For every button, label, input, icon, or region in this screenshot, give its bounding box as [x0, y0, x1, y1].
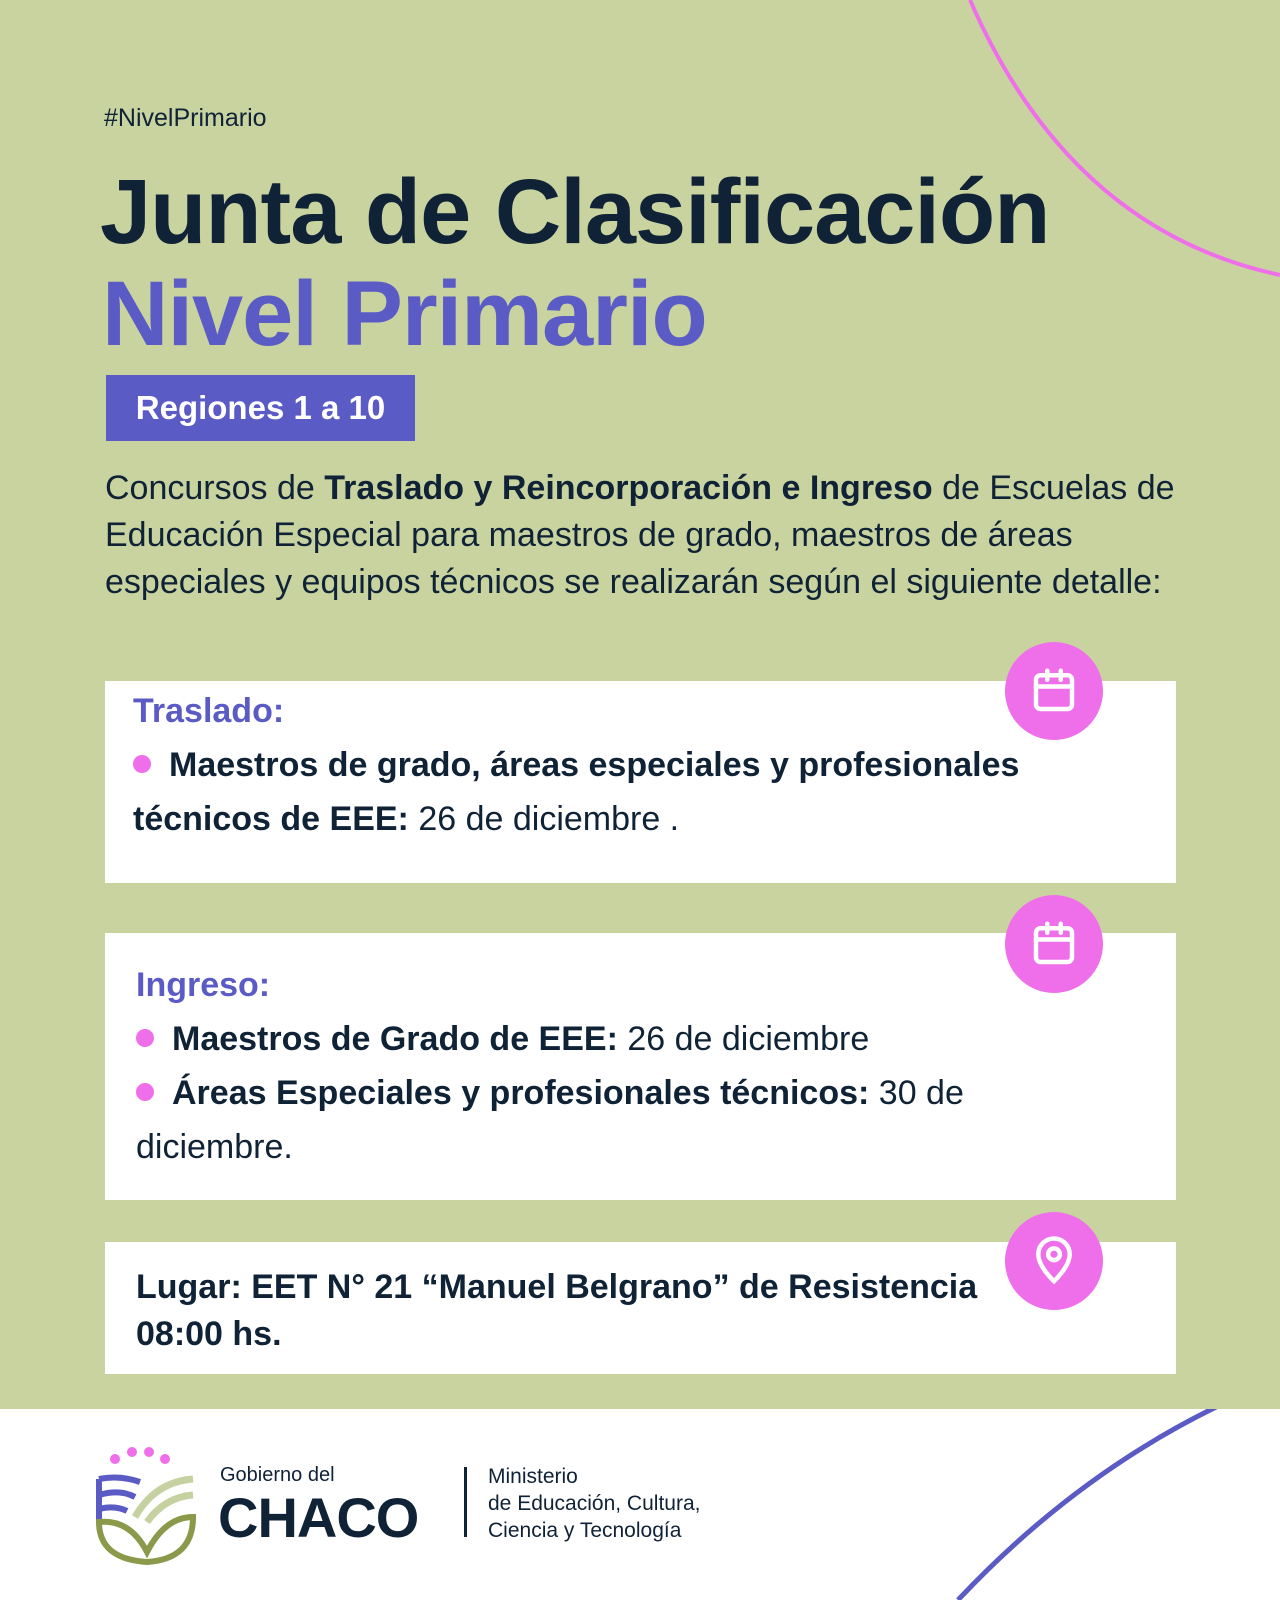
- divider: [464, 1467, 467, 1537]
- location-pin-icon: [1005, 1212, 1103, 1310]
- calendar-icon: [1005, 642, 1103, 740]
- lugar-time: 08:00 hs.: [136, 1315, 282, 1353]
- lugar-text: Lugar: EET N° 21 “Manuel Belgrano” de Resistencia: [136, 1268, 978, 1306]
- bullet-icon: [133, 755, 151, 773]
- page-subtitle: Nivel Primario: [102, 263, 707, 365]
- item-label: Maestros de Grado de EEE:: [172, 1020, 618, 1058]
- traslado-item: [133, 738, 1116, 846]
- intro-bold: Traslado y Reincorporación e Ingreso: [324, 469, 933, 507]
- ingreso-item: [136, 1012, 1116, 1066]
- item-label: Maestros de grado, áreas especiales y profesionales técnicos de EEE:: [133, 746, 1020, 838]
- item-date: 26 de diciembre .: [408, 800, 680, 838]
- ministerio-label: [488, 1463, 700, 1544]
- ingreso-title: Ingreso:: [136, 966, 271, 1004]
- footer: [0, 1409, 1280, 1600]
- item-date: 26 de diciembre: [617, 1020, 870, 1058]
- calendar-icon: [1005, 895, 1103, 993]
- item-label: Áreas Especiales y profesionales técnicos:: [172, 1074, 870, 1112]
- ministerio-line: Ministerio: [488, 1465, 578, 1488]
- bullet-icon: [136, 1083, 154, 1101]
- regions-badge: Regiones 1 a 10: [106, 375, 415, 441]
- chaco-logo: [95, 1447, 200, 1567]
- traslado-title: Traslado:: [133, 692, 285, 730]
- ingreso-item: [136, 1066, 1116, 1174]
- gobierno-label: Gobierno del: [220, 1464, 335, 1486]
- chaco-label: CHACO: [218, 1486, 419, 1549]
- intro-pre: Concursos de: [105, 469, 325, 507]
- page-title: Junta de Clasificación: [100, 161, 1050, 263]
- intro-post: de Escuelas de Educación Especial para maestros de grado, maestros de áreas especiales y equipos técnicos se realizarán según el siguiente detalle:: [105, 469, 1175, 601]
- item-date: 30 de diciembre.: [136, 1074, 964, 1166]
- intro-text: [105, 465, 1225, 606]
- ministerio-line: Ciencia y Tecnología: [488, 1519, 682, 1542]
- ministerio-line: de Educación, Cultura,: [488, 1492, 701, 1515]
- hashtag: #NivelPrimario: [104, 104, 267, 132]
- bullet-icon: [136, 1029, 154, 1047]
